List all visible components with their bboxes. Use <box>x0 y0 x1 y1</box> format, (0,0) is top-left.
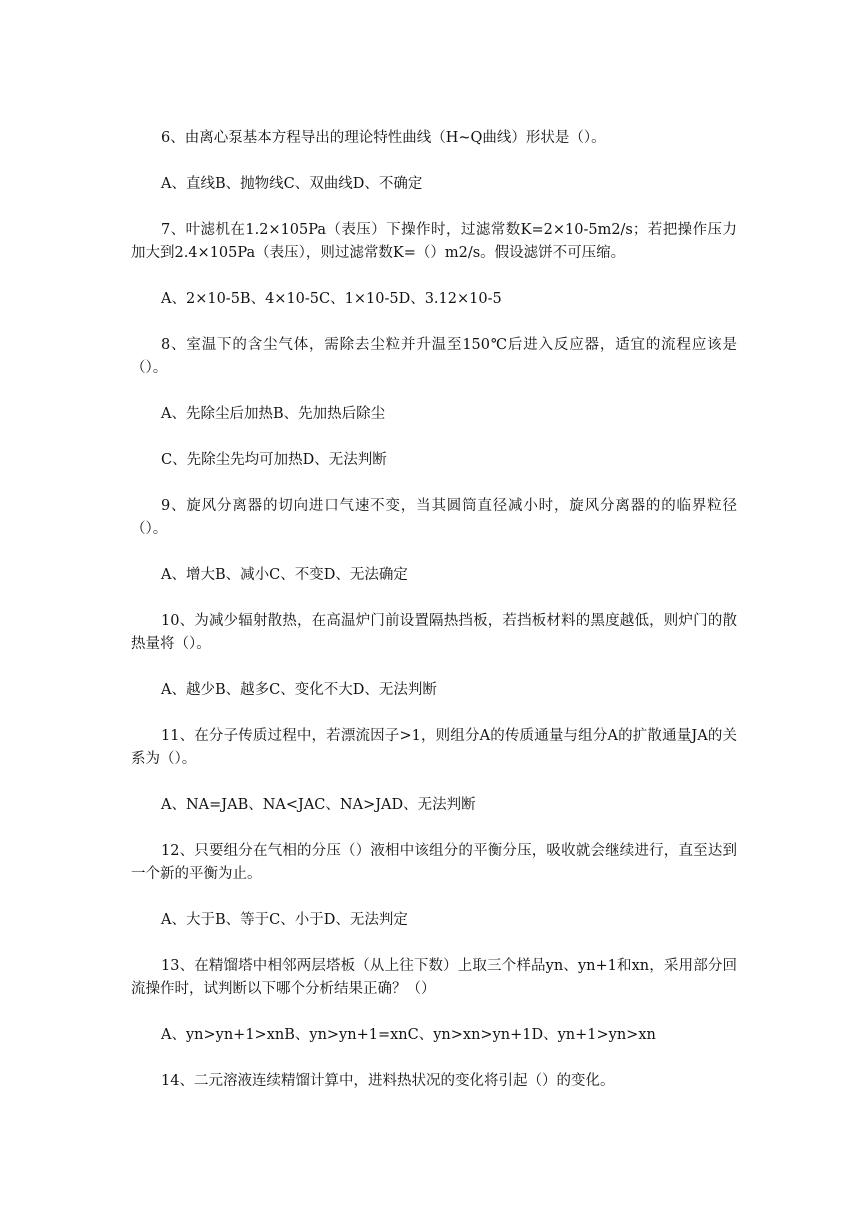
question-9: 9、旋风分离器的切向进口气速不变，当其圆筒直径减小时，旋风分离器的的临界粒径（）。 <box>131 498 737 537</box>
options-7: A、2×10-5B、4×10-5C、1×10-5D、3.12×10-5 <box>161 291 502 307</box>
question-14: 14、二元溶液连续精馏计算中，进料热状况的变化将引起（）的变化。 <box>161 1073 615 1089</box>
question-11: 11、在分子传质过程中，若漂流因子>1，则组分A的传质通量与组分A的扩散通量JA的关系为（）。 <box>131 728 737 767</box>
document-page <box>131 127 737 1093</box>
options-6: A、直线B、抛物线C、双曲线D、不确定 <box>161 176 423 192</box>
options-8b: C、先除尘先均可加热D、无法判断 <box>161 452 387 468</box>
question-6: 6、由离心泵基本方程导出的理论特性曲线（H~Q曲线）形状是（）。 <box>161 130 606 146</box>
options-8a: A、先除尘后加热B、先加热后除尘 <box>161 406 386 422</box>
options-11: A、NA=JAB、NA<JAC、NA>JAD、无法判断 <box>161 797 476 813</box>
options-13: A、yn>yn+1>xnB、yn>yn+1=xnC、yn>xn>yn+1D、yn+1>yn>xn <box>161 1027 656 1043</box>
question-13: 13、在精馏塔中相邻两层塔板（从上往下数）上取三个样品yn、yn+1和xn，采用部分回流操作时，试判断以下哪个分析结果正确？（） <box>131 958 737 997</box>
options-9: A、增大B、减小C、不变D、无法确定 <box>161 567 408 583</box>
options-10: A、越少B、越多C、变化不大D、无法判断 <box>161 682 437 698</box>
question-10: 10、为减少辐射散热，在高温炉门前设置隔热挡板，若挡板材料的黑度越低，则炉门的散热量将（）。 <box>131 613 737 652</box>
question-7: 7、叶滤机在1.2×105Pa（表压）下操作时，过滤常数K=2×10-5m2/s；若把操作压力加大到2.4×105Pa（表压），则过滤常数K=（）m2/s。假设滤饼不可压缩。 <box>131 222 737 261</box>
question-8: 8、室温下的含尘气体，需除去尘粒并升温至150℃后进入反应器，适宜的流程应该是（）。 <box>131 337 737 376</box>
question-12: 12、只要组分在气相的分压（）液相中该组分的平衡分压，吸收就会继续进行，直至达到一个新的平衡为止。 <box>131 843 737 882</box>
options-12: A、大于B、等于C、小于D、无法判定 <box>161 912 408 928</box>
